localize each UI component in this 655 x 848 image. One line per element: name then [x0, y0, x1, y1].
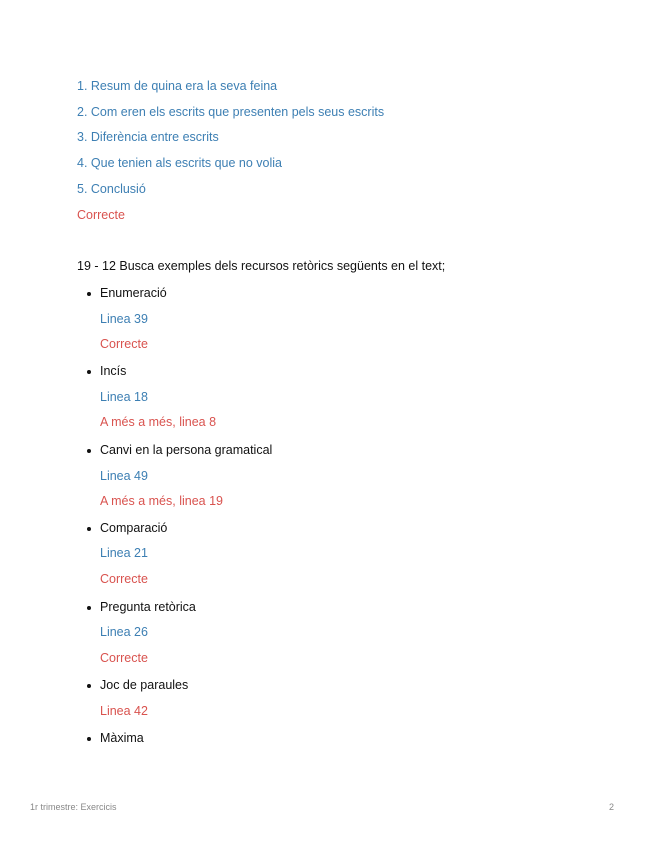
bullet-icon	[87, 370, 91, 374]
bullet-icon	[87, 684, 91, 688]
item-term: Joc de paraules	[100, 678, 189, 692]
item-feedback: A més a més, linea 19	[100, 494, 223, 508]
item-answer: Linea 39	[100, 312, 148, 326]
bullet-icon	[87, 292, 91, 296]
answer-list-item-2: 2. Com eren els escrits que presenten pels seus escrits	[77, 105, 385, 119]
item-answer: Linea 42	[100, 704, 148, 718]
item-feedback: Correcte	[100, 572, 148, 586]
item-answer: Linea 26	[100, 625, 148, 639]
item-feedback: A més a més, linea 8	[100, 415, 217, 429]
item-term: Enumeració	[100, 286, 167, 300]
answer-list-item-3: 3. Diferència entre escrits	[77, 130, 219, 144]
item-term: Incís	[100, 364, 127, 378]
item-term: Pregunta retòrica	[100, 600, 196, 614]
bullet-icon	[87, 737, 91, 741]
item-term: Comparació	[100, 521, 168, 535]
item-feedback: Correcte	[100, 337, 148, 351]
item-term: Canvi en la persona gramatical	[100, 443, 273, 457]
item-answer: Linea 18	[100, 390, 148, 404]
item-answer: Linea 21	[100, 546, 148, 560]
bullet-icon	[87, 449, 91, 453]
bullet-icon	[87, 527, 91, 531]
item-answer: Linea 49	[100, 469, 148, 483]
page-number: 2	[609, 802, 615, 812]
answer-list-feedback: Correcte	[77, 208, 125, 222]
bullet-icon	[87, 606, 91, 610]
item-term: Màxima	[100, 731, 144, 745]
item-feedback: Correcte	[100, 651, 148, 665]
question-text: 19 - 12 Busca exemples dels recursos retòrics següents en el text;	[77, 259, 446, 273]
answer-list-item-1: 1. Resum de quina era la seva feina	[77, 79, 278, 93]
answer-list-item-5: 5. Conclusió	[77, 182, 146, 196]
answer-list-item-4: 4. Que tenien als escrits que no volia	[77, 156, 282, 170]
footer-section-title: 1r trimestre: Exercicis	[30, 802, 117, 812]
